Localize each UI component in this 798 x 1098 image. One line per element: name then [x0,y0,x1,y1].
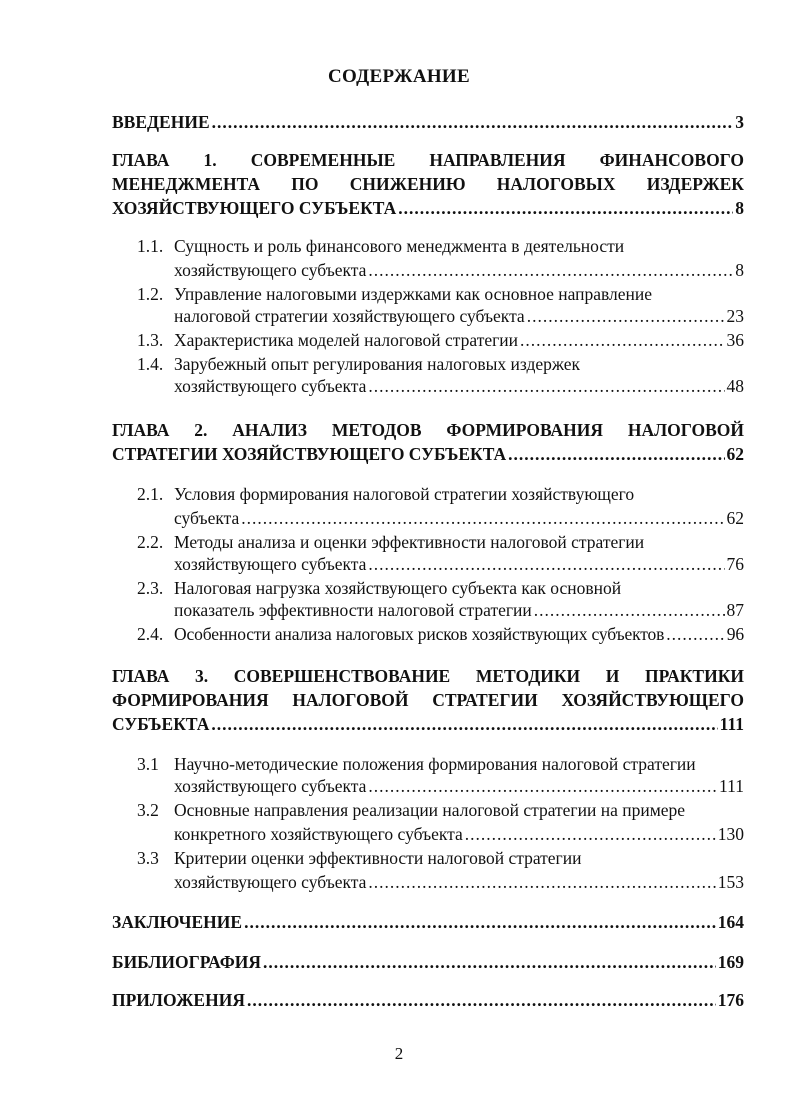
toc-entry-section-2-4 [174,622,744,646]
toc-entry-chapter2 [112,442,744,466]
section-title-line2: хозяйствующего субъекта [174,554,367,574]
chapter2-heading-line2: СТРАТЕГИИ ХОЗЯЙСТВУЮЩЕГО СУБЪЕКТА [112,444,507,464]
toc-leader-dots [263,950,716,974]
toc-entry-intro [112,110,744,134]
toc-entry-conclusion [112,910,744,934]
section-title-line1: Зарубежный опыт регулирования налоговых издержек [174,354,581,374]
toc-entry-section-2-1 [174,506,744,530]
section-number: 3.3 [137,848,159,868]
section-number: 3.1 [137,754,159,774]
section-title-line1: Характеристика моделей налоговой стратегии [174,330,519,350]
toc-leader-dots [508,442,724,466]
chapter1-heading-line3: ХОЗЯЙСТВУЮЩЕГО СУБЪЕКТА [112,198,397,218]
chapter3-heading-line2: ФОРМИРОВАНИЯ НАЛОГОВОЙ СТРАТЕГИИ ХОЗЯЙСТВУЮЩЕГО [112,690,744,710]
toc-entry-page: 111 [719,714,744,734]
toc-entry-chapter3 [112,712,744,736]
toc-entry-section-1-1 [174,258,744,282]
toc-entry-page: 111 [719,776,744,796]
section-title-line1: Научно-методические положения формирования налоговой стратегии [174,754,696,774]
section-title-line2: налоговой стратегии хозяйствующего субъекта [174,306,525,326]
section-title-line2: хозяйствующего субъекта [174,776,367,796]
toc-entry-page: 8 [735,198,744,218]
toc-entry-section-3-3 [174,870,744,894]
section-title-line1: Условия формирования налоговой стратегии хозяйствующего [174,484,635,504]
toc-leader-dots [244,910,716,934]
toc-entry-page: 8 [735,260,744,280]
toc-entry-section-2-2 [174,552,744,576]
toc-entry-section-2-3 [174,598,744,622]
section-title-line1: Управление налоговыми издержками как основное направление [174,284,653,304]
toc-entry-section-3-1 [174,774,744,798]
toc-entry-section-1-3 [174,328,744,352]
section-title-line2: хозяйствующего субъекта [174,872,367,892]
toc-leader-dots [212,110,734,134]
chapter2-heading-line1: ГЛАВА 2. АНАЛИЗ МЕТОДОВ ФОРМИРОВАНИЯ НАЛОГОВОЙ [112,420,744,440]
toc-entry-label: ПРИЛОЖЕНИЯ [112,990,245,1010]
section-number: 2.1. [137,484,164,504]
section-title-line2: хозяйствующего субъекта [174,376,367,396]
toc-entry-label: БИБЛИОГРАФИЯ [112,952,261,972]
toc-entry-chapter1 [112,196,744,220]
section-number: 3.2 [137,800,159,820]
section-title-line1: Налоговая нагрузка хозяйствующего субъекта как основной [174,578,622,598]
section-title-line1: Методы анализа и оценки эффективности налоговой стратегии [174,532,645,552]
section-title-line1: Особенности анализа налоговых рисков хозяйствующих субъектов [174,624,665,644]
toc-entry-page: 96 [726,624,744,644]
toc-leader-dots [368,552,724,576]
toc-leader-dots [368,374,724,398]
toc-entry-appendices [112,988,744,1012]
section-title-line2: показатель эффективности налоговой стратегии [174,600,532,620]
toc-entry-label: ВВЕДЕНИЕ [112,112,210,132]
toc-leader-dots [465,822,716,846]
toc-entry-page: 62 [726,444,744,464]
toc-leader-dots [247,988,716,1012]
section-number: 1.1. [137,236,164,256]
toc-leader-dots [520,328,724,352]
section-number: 2.4. [137,624,164,644]
toc-entry-page: 169 [717,952,744,972]
toc-leader-dots [527,304,725,328]
toc-leader-dots [211,712,717,736]
section-number: 2.3. [137,578,164,598]
section-title-line1: Сущность и роль финансового менеджмента в деятельности [174,236,625,256]
toc-leader-dots [368,258,733,282]
toc-entry-page: 36 [726,330,744,350]
toc-entry-page: 176 [717,990,744,1010]
section-title-line2: конкретного хозяйствующего субъекта [174,824,463,844]
toc-entry-bibliography [112,950,744,974]
toc-entry-label: ЗАКЛЮЧЕНИЕ [112,912,243,932]
chapter3-heading-line1: ГЛАВА 3. СОВЕРШЕНСТВОВАНИЕ МЕТОДИКИ И ПРАКТИКИ [112,666,744,686]
toc-leader-dots [666,622,725,646]
toc-entry-section-1-4 [174,374,744,398]
section-title-line2: хозяйствующего субъекта [174,260,367,280]
section-title-line1: Основные направления реализации налоговой стратегии на примере [174,800,686,820]
toc-entry-section-1-2 [174,304,744,328]
toc-entry-page: 48 [726,376,744,396]
toc-entry-section-3-2 [174,822,744,846]
toc-entry-page: 62 [726,508,744,528]
toc-entry-page: 23 [726,306,744,326]
toc-entry-page: 76 [726,554,744,574]
section-number: 1.2. [137,284,164,304]
toc-entry-page: 3 [735,112,744,132]
chapter1-heading-line1: ГЛАВА 1. СОВРЕМЕННЫЕ НАПРАВЛЕНИЯ ФИНАНСОВОГО [112,150,744,170]
toc-leader-dots [368,774,717,798]
chapter3-heading-line3: СУБЪЕКТА [112,714,210,734]
toc-entry-page: 87 [726,600,744,620]
toc-title: СОДЕРЖАНИЕ [328,66,470,87]
page-number: 2 [394,1044,404,1063]
chapter1-heading-line2: МЕНЕДЖМЕНТА ПО СНИЖЕНИЮ НАЛОГОВЫХ ИЗДЕРЖЕК [112,174,744,194]
section-number: 2.2. [137,532,164,552]
toc-leader-dots [398,196,733,220]
toc-leader-dots [241,506,724,530]
toc-entry-page: 153 [717,872,744,892]
section-title-line1: Критерии оценки эффективности налоговой стратегии [174,848,582,868]
section-title-line2: субъекта [174,508,240,528]
toc-leader-dots [534,598,725,622]
section-number: 1.3. [137,330,164,350]
toc-entry-page: 164 [717,912,744,932]
section-number: 1.4. [137,354,164,374]
toc-entry-page: 130 [717,824,744,844]
toc-leader-dots [368,870,715,894]
